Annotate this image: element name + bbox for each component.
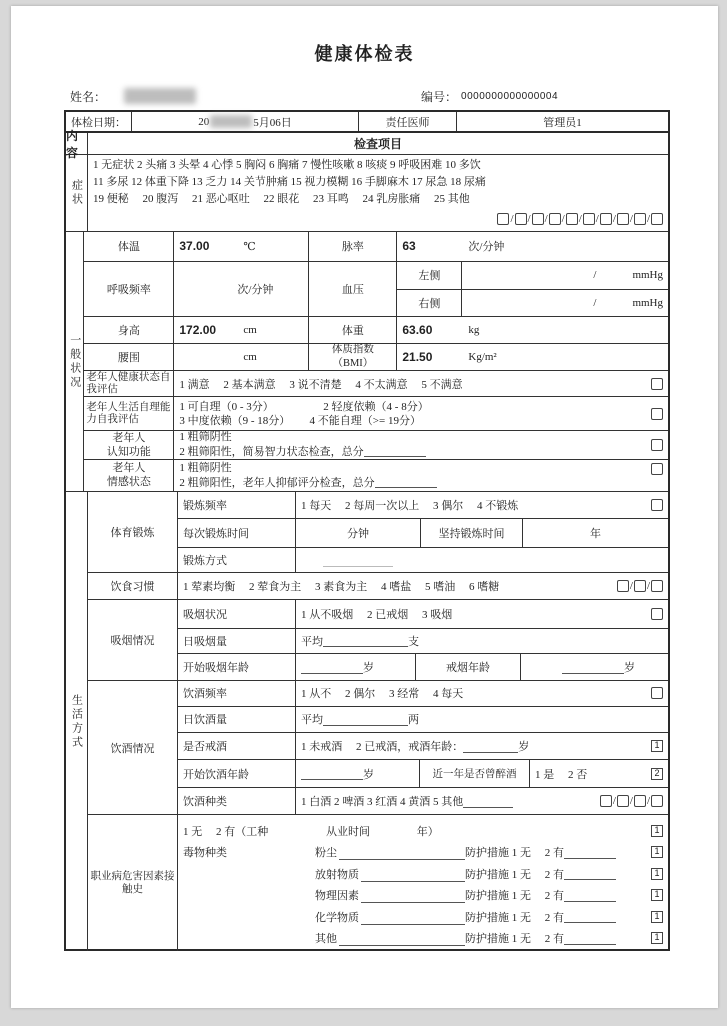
drinking-amount-label: 日饮酒量 xyxy=(178,707,296,732)
bp-right-label: 右侧 xyxy=(397,290,462,317)
drinking-frequency-options: 1 从不 2 偶尔 3 经常 4 每天 xyxy=(296,681,668,706)
bmi-unit: Kg/m² xyxy=(468,351,497,364)
checkbox[interactable] xyxy=(600,213,612,225)
exercise-frequency-options: 1 每天 2 每周一次以上 3 偶尔 4 不锻炼 xyxy=(296,492,668,518)
checkbox[interactable] xyxy=(634,795,646,807)
emotion-score-blank[interactable] xyxy=(375,475,437,488)
drinking-type-checkbox-group: / / / xyxy=(600,795,663,807)
symptoms-line-2: 11 多尿 12 体重下降 13 乏力 14 关节肿痛 15 视力模糊 16 手脚麻木 17 尿急 18 尿痛 xyxy=(93,176,486,188)
smoking-status-options: 1 从不吸烟 2 已戒烟 3 吸烟 xyxy=(296,600,668,628)
elderly-selfcare-row xyxy=(84,397,668,431)
bp-right-row xyxy=(397,290,668,317)
exam-date-suffix: 5月06日 xyxy=(253,116,292,129)
toxin-4-checkbox[interactable]: 1 xyxy=(651,932,663,944)
toxin-0-protect-blank[interactable] xyxy=(564,846,616,859)
toxin-1-blank[interactable] xyxy=(361,869,465,882)
exercise-frequency-checkbox[interactable] xyxy=(651,499,663,511)
waist-label: 腰围 xyxy=(84,344,174,370)
bp-left-unit: mmHg xyxy=(632,269,663,282)
height-value: 172.00 xyxy=(179,323,217,338)
waist-bmi-row xyxy=(84,344,668,371)
bp-right-unit: mmHg xyxy=(632,297,663,310)
checkbox[interactable] xyxy=(600,795,612,807)
exercise-duration-label: 每次锻炼时间 xyxy=(178,519,296,548)
exercise-duration-unit-cell: 分钟 xyxy=(296,519,421,548)
toxin-2-blank[interactable] xyxy=(361,890,465,903)
exam-date-table xyxy=(64,110,670,133)
checkbox[interactable] xyxy=(617,213,629,225)
occupational-item-row: 放射物质 防护措施 1 无 2 有 1 xyxy=(183,863,663,884)
lifestyle-section xyxy=(66,492,668,951)
bp-left-row xyxy=(397,262,668,290)
smoking-age-row xyxy=(178,654,668,680)
temp-label: 体温 xyxy=(84,232,174,261)
document-page xyxy=(11,6,718,1008)
exercise-frequency-row xyxy=(178,492,668,519)
smoking-quit-age-blank[interactable] xyxy=(562,661,624,674)
elderly-selfcare-options: 1 可自理（0 - 3分） 2 轻度依赖（4 - 8分） 3 中度依赖（9 - 18分） 4 不能自理（>= 19分） xyxy=(174,397,668,430)
drinking-type-options: 1 白酒 2 啤酒 3 红酒 4 黄酒 5 其他 / / / xyxy=(296,788,668,814)
bp-right-value-cell xyxy=(462,290,668,317)
bp-left-value: / xyxy=(593,269,597,282)
resp-value-blank[interactable] xyxy=(179,283,237,295)
symptoms-checkbox-group: / / / / / / / / / xyxy=(497,213,663,225)
drinking-amount-row xyxy=(178,707,668,733)
toxin-2-protect-blank[interactable] xyxy=(564,889,616,902)
exam-date-prefix: 20 xyxy=(198,115,210,128)
elderly-selfcare-label: 老年人生活自理能力自我评估 xyxy=(84,397,174,430)
toxin-3-protect-blank[interactable] xyxy=(564,910,616,923)
pulse-label: 脉率 xyxy=(309,232,397,261)
elderly-cognition-checkbox[interactable] xyxy=(651,439,663,451)
drinking-type-label: 饮酒种类 xyxy=(178,788,296,814)
resp-value-cell xyxy=(174,262,309,317)
checkbox[interactable] xyxy=(634,213,646,225)
drinking-frequency-row xyxy=(178,681,668,707)
smoking-amount-label: 日吸烟量 xyxy=(178,629,296,654)
content-column-header: 内容 xyxy=(66,133,88,154)
smoking-group-label: 吸烟情况 xyxy=(88,600,178,680)
checkbox[interactable] xyxy=(497,213,509,225)
drinking-group-label: 饮酒情况 xyxy=(88,681,178,814)
diet-options: 1 荤素均衡 2 荤食为主 3 素食为主 4 嗜盐 5 嗜油 6 嗜糖 / / xyxy=(178,573,668,599)
checkbox[interactable] xyxy=(617,580,629,592)
smoking-start-age-value: 岁 xyxy=(296,654,416,680)
elderly-emotion-checkbox[interactable] xyxy=(651,463,663,475)
toxin-3-checkbox[interactable]: 1 xyxy=(651,911,663,923)
drinking-quit-row xyxy=(178,733,668,761)
exercise-method-row xyxy=(178,548,668,572)
exercise-group xyxy=(88,492,668,573)
waist-unit: cm xyxy=(243,351,257,364)
diet-label: 饮食习惯 xyxy=(88,573,178,599)
cognition-score-blank[interactable] xyxy=(364,444,426,457)
checkbox[interactable] xyxy=(651,580,663,592)
toxin-4-protect-blank[interactable] xyxy=(564,932,616,945)
drinking-frequency-label: 饮酒频率 xyxy=(178,681,296,706)
symptoms-line-3: 19 便秘 20 腹泻 21 恶心呕吐 22 眼花 23 耳鸣 24 乳房胀痛 25 其他 xyxy=(93,193,470,205)
toxin-1-checkbox[interactable]: 1 xyxy=(651,868,663,880)
checkbox[interactable] xyxy=(532,213,544,225)
smoking-status-row xyxy=(178,600,668,629)
pulse-value-cell xyxy=(397,232,668,261)
drinking-start-age-blank[interactable] xyxy=(301,767,363,780)
height-value-cell xyxy=(174,317,309,343)
occupational-item-row: 物理因素 防护措施 1 无 2 有 1 xyxy=(183,885,663,906)
weight-label: 体重 xyxy=(309,317,397,343)
diet-row xyxy=(88,573,668,600)
height-weight-row xyxy=(84,317,668,344)
resp-unit: 次/分钟 xyxy=(237,284,274,297)
checkbox[interactable] xyxy=(583,213,595,225)
elderly-selfcare-checkbox[interactable] xyxy=(651,408,663,420)
drinking-quit-age-blank[interactable] xyxy=(463,740,518,753)
name-label: 姓名： xyxy=(70,89,107,104)
weight-unit: kg xyxy=(468,324,480,337)
general-section xyxy=(66,232,668,492)
smoking-quit-age-value: 岁 xyxy=(521,654,668,680)
name-value-redacted xyxy=(124,88,196,104)
page-title: 健康体检表 xyxy=(314,44,415,64)
smoking-quit-age-label: 戒烟年龄 xyxy=(416,654,521,680)
bp-left-value-cell xyxy=(462,262,668,289)
main-table xyxy=(64,128,670,951)
exam-date-redacted xyxy=(210,115,252,128)
toxin-3-blank[interactable] xyxy=(361,912,465,925)
exercise-persist-label: 坚持锻炼时间 xyxy=(421,519,523,548)
drinking-start-age-label: 开始饮酒年龄 xyxy=(178,760,296,787)
bp-right-value: / xyxy=(593,297,597,310)
toxin-type-label: 毒物种类 xyxy=(183,847,227,860)
drinking-start-age-value: 岁 xyxy=(296,760,420,787)
smoking-start-age-blank[interactable] xyxy=(301,661,363,674)
table-header-row xyxy=(66,128,668,160)
toxin-0-blank[interactable] xyxy=(339,847,465,860)
checkbox[interactable] xyxy=(617,795,629,807)
checkbox[interactable] xyxy=(566,213,578,225)
elderly-cognition-options: 1 粗筛阴性 2 粗筛阳性，简易智力状态检查，总分 xyxy=(174,431,668,459)
elderly-cognition-label: 老年人 认知功能 xyxy=(84,431,174,459)
elderly-health-options: 1 满意 2 基本满意 3 说不清楚 4 不太满意 5 不满意 xyxy=(174,371,668,396)
occupational-item-row: 毒物种类 粉尘 防护措施 1 无 2 有 1 xyxy=(183,842,663,863)
lifestyle-section-label: 生活方式 xyxy=(66,492,88,951)
physician-label: 责任医师 xyxy=(359,112,457,131)
pulse-unit: 次/分钟 xyxy=(468,241,505,254)
exam-date-label: 体检日期： xyxy=(66,112,132,131)
resp-label: 呼吸频率 xyxy=(84,262,174,317)
checkbox[interactable] xyxy=(634,580,646,592)
general-section-label: 一般状况 xyxy=(66,232,84,491)
exam-date-value xyxy=(132,112,359,131)
exercise-duration-row xyxy=(178,519,668,549)
elderly-cognition-row xyxy=(84,431,668,460)
temp-unit: ℃ xyxy=(243,240,256,253)
drinking-frequency-checkbox[interactable] xyxy=(651,687,663,699)
drinking-quit-checkbox[interactable]: 1 xyxy=(651,740,663,752)
occupational-item-row: 化学物质 防护措施 1 无 2 有 1 xyxy=(183,906,663,927)
number-label: 编号： xyxy=(421,89,458,104)
smoking-group xyxy=(88,600,668,681)
occupational-content xyxy=(178,815,668,951)
symptoms-content xyxy=(88,155,668,231)
temp-value-cell xyxy=(174,232,309,261)
symptoms-line-1: 1 无症状 2 头痛 3 头晕 4 心悸 5 胸闷 6 胸痛 7 慢性咳嗽 8 咳痰 9 呼吸困难 10 多饮 xyxy=(93,159,481,171)
bmi-label: 体质指数 （BMI） xyxy=(309,344,397,370)
exercise-method-value xyxy=(296,548,668,572)
drinking-group xyxy=(88,681,668,815)
exercise-persist-unit-cell: 年 xyxy=(590,527,601,540)
resp-bp-row xyxy=(84,262,668,318)
toxin-4-blank[interactable] xyxy=(339,933,465,946)
drinking-drunk-checkbox[interactable]: 2 xyxy=(651,768,663,780)
toxin-0-checkbox[interactable]: 1 xyxy=(651,846,663,858)
exercise-group-label: 体育锻炼 xyxy=(88,492,178,572)
items-column-header: 检查项目 xyxy=(353,137,402,151)
checkbox[interactable] xyxy=(549,213,561,225)
toxin-2-checkbox[interactable]: 1 xyxy=(651,889,663,901)
drinking-amount-value: 平均 两 xyxy=(301,714,419,727)
smoking-status-label: 吸烟状况 xyxy=(178,600,296,628)
exercise-frequency-label: 锻炼频率 xyxy=(178,492,296,518)
occupational-has-checkbox[interactable]: 1 xyxy=(651,825,663,837)
smoking-amount-value: 平均 支 xyxy=(301,635,419,648)
waist-value-cell xyxy=(174,344,309,370)
weight-value: 63.60 xyxy=(402,323,433,338)
drinking-type-other-blank[interactable] xyxy=(463,795,513,808)
elderly-health-checkbox[interactable] xyxy=(651,378,663,390)
drinking-amount-blank[interactable] xyxy=(323,713,408,726)
checkbox[interactable] xyxy=(651,213,663,225)
smoking-status-checkbox[interactable] xyxy=(651,608,663,620)
smoking-start-age-label: 开始吸烟年龄 xyxy=(178,654,296,680)
occupational-has-row: 1 无 2 有（工种 从业时间 年） 1 xyxy=(183,820,663,841)
pulse-value: 63 xyxy=(402,239,416,254)
checkbox[interactable] xyxy=(651,795,663,807)
elderly-emotion-options: 1 粗筛阴性 2 粗筛阳性，老年人抑郁评分检查，总分 xyxy=(174,460,668,491)
exercise-method-blank[interactable] xyxy=(323,554,393,567)
drinking-drunk-label: 近一年是否曾醉酒 xyxy=(420,760,530,787)
height-label: 身高 xyxy=(84,317,174,343)
smoking-amount-blank[interactable] xyxy=(323,634,408,647)
weight-value-cell xyxy=(397,317,668,343)
bmi-value: 21.50 xyxy=(402,350,433,365)
smoking-amount-row xyxy=(178,629,668,655)
occupational-group-label: 职业病危害因素接触史 xyxy=(88,815,178,951)
physician-value: 管理员1 xyxy=(543,116,582,129)
drinking-age-row xyxy=(178,760,668,788)
toxin-1-protect-blank[interactable] xyxy=(564,867,616,880)
symptoms-section-label: 症状 xyxy=(66,155,88,231)
elderly-emotion-row xyxy=(84,460,668,491)
bmi-value-cell xyxy=(397,344,668,370)
drinking-quit-label: 是否戒酒 xyxy=(178,733,296,760)
drinking-type-row xyxy=(178,788,668,814)
bp-label: 血压 xyxy=(309,262,397,317)
checkbox[interactable] xyxy=(515,213,527,225)
drinking-drunk-options: 1 是 2 否 2 xyxy=(530,760,668,787)
occupational-group xyxy=(88,815,668,951)
symptoms-section xyxy=(66,155,668,232)
drinking-quit-options: 1 未戒酒 2 已戒酒，戒酒年龄： 岁 1 xyxy=(296,733,668,760)
temp-pulse-row xyxy=(84,232,668,262)
temp-value: 37.00 xyxy=(179,239,210,254)
bp-left-label: 左侧 xyxy=(397,262,462,289)
diet-checkbox-group: / / xyxy=(617,580,663,592)
number-value: 0000000000000004 xyxy=(461,90,559,102)
elderly-emotion-label: 老年人 情感状态 xyxy=(84,460,174,491)
occupational-item-row: 其他 防护措施 1 无 2 有 1 xyxy=(183,928,663,949)
elderly-health-label: 老年人健康状态自我评估 xyxy=(84,371,174,396)
height-unit: cm xyxy=(243,324,257,337)
name-row xyxy=(64,86,670,106)
exercise-method-label: 锻炼方式 xyxy=(178,548,296,572)
elderly-health-row xyxy=(84,371,668,397)
